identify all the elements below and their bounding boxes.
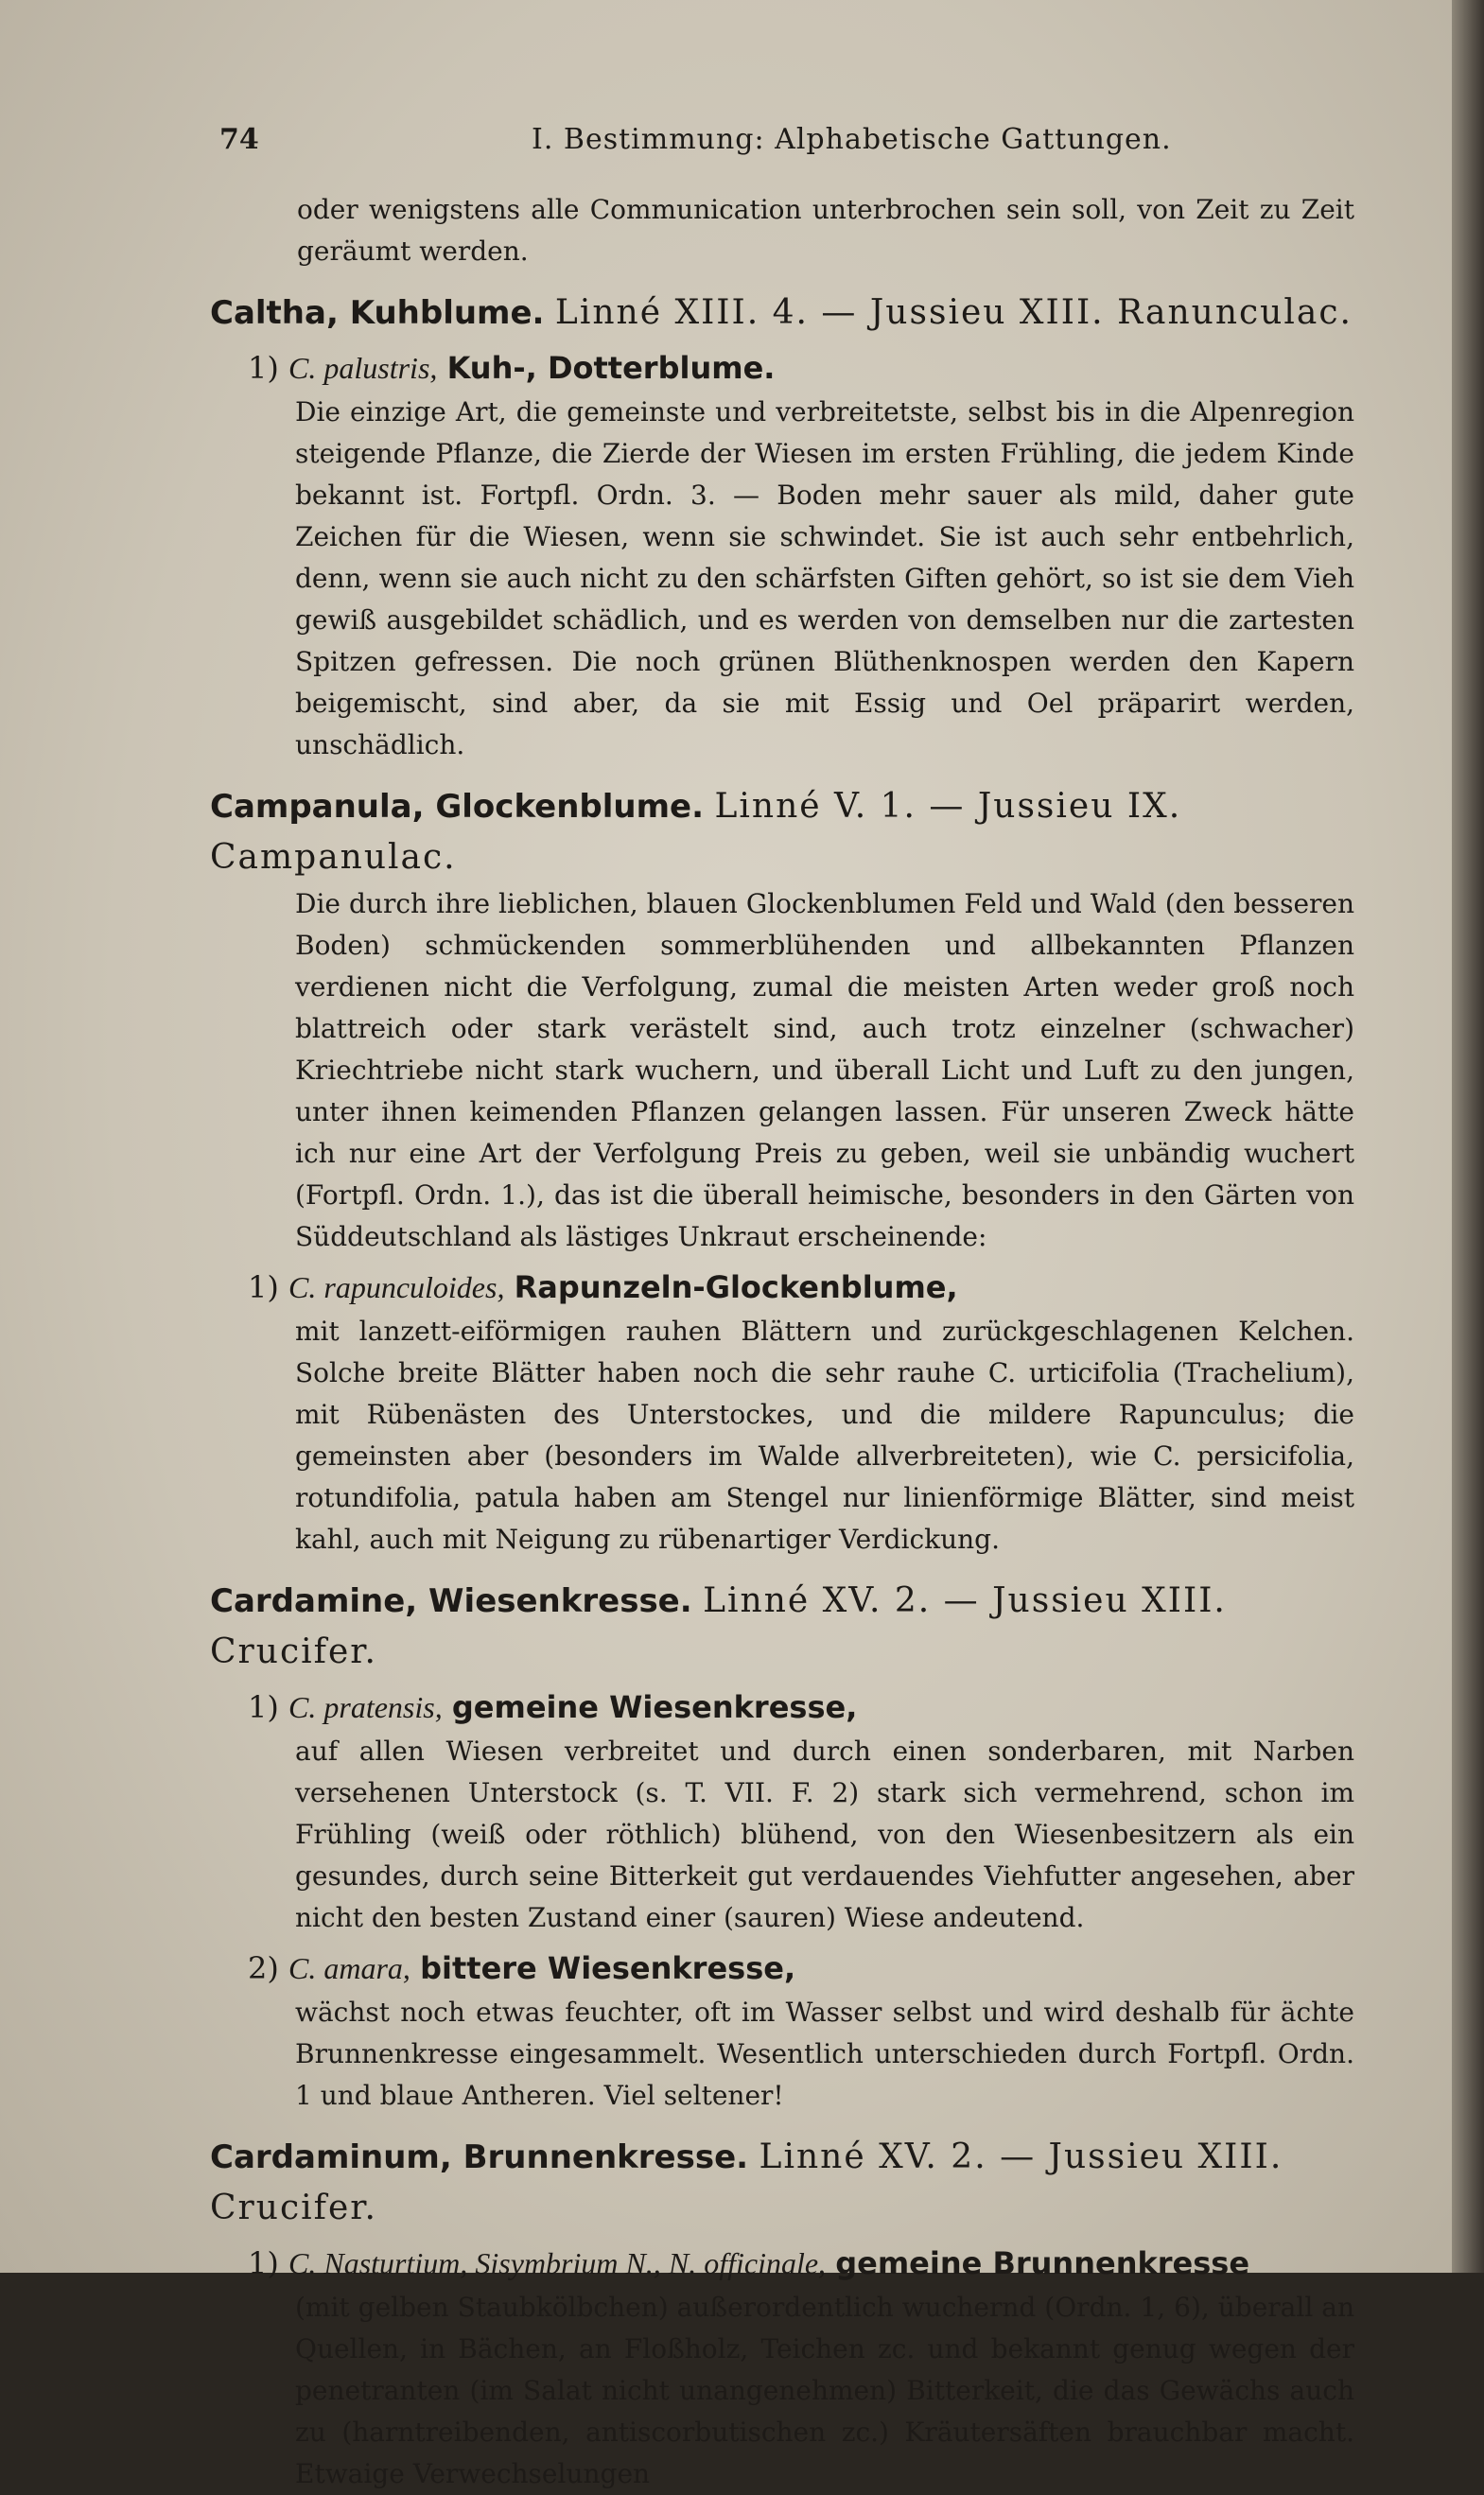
genus-entry-cardaminum bbox=[210, 2132, 1354, 2234]
genus-name: Campanula, Glockenblume. bbox=[210, 788, 705, 826]
species-common: gemeine Wiesenkresse, bbox=[451, 1689, 858, 1725]
running-title: I. Bestimmung: Alphabetische Gattungen. bbox=[532, 123, 1172, 156]
species-number: 1) bbox=[248, 350, 279, 386]
species-description: wächst noch etwas feuchter, oft im Wasser selbst und wird deshalb für ächte Brunnenkresse eingesammelt. Wesentlich unterschieden durch Fortpfl. Ordn. 1 und blaue Antheren. Viel seltener! bbox=[295, 1997, 1354, 2111]
species-heading bbox=[210, 2240, 1354, 2287]
species-description: Die einzige Art, die gemeinste und verbreitetste, selbst bis in die Alpenregion steigende Pflanze, die Zierde der Wiesen im ersten Frühling, die jedem Kinde bekannt ist. Fortpfl. Ordn. 3. — Boden mehr sauer als mild, daher gute Zeichen für die Wiesen, wenn sie schwindet. Sie ist auch sehr entbehrlich, denn, wenn sie auch nicht zu den schärfsten Giften gehört, so ist sie dem Vieh gewiß ausgebildet schädlich, und es werden von demselben nur die zartesten Spitzen gefressen. Die noch grünen Blüthenknospen werden den Kapern beigemischt, sind aber, da sie mit Essig und Oel präparirt werden, unschädlich. bbox=[295, 396, 1354, 760]
genus-classification: Linné V. 1. — Jussieu IX. Campanulac. bbox=[210, 787, 1182, 877]
species-common: gemeine Brunnenkresse bbox=[835, 2245, 1250, 2281]
genus-classification: Linné XIII. 4. — Jussieu XIII. Ranunculac. bbox=[554, 293, 1353, 332]
species-heading bbox=[210, 344, 1354, 392]
species-latin: C. amara, bbox=[288, 1951, 410, 1985]
page-number: 74 bbox=[219, 123, 259, 156]
genus-name: Cardaminum, Brunnenkresse. bbox=[210, 2138, 749, 2176]
species-number: 1) bbox=[248, 1689, 279, 1725]
species-description: (mit gelben Staubkölbchen) außerordentlich wuchernd (Ordn. 1, 6), überall an Quellen, in Bächen, an Floßholz, Teichen zc. und bekannt genug wegen der penetranten (im Salat nicht unangenehmen) Bitterkeit, die das Gewächs auch zu (harntreibenden, antiscorbutischen zc.) Kräutersäften brauchbar macht. Etwaige Verwechselungen bbox=[295, 2292, 1354, 2489]
genus-classification: Linné XV. 2. — Jussieu XIII. Crucifer. bbox=[210, 1581, 1227, 1671]
genus-name: Cardamine, Wiesenkresse. bbox=[210, 1582, 692, 1620]
genus-classification: Linné XV. 2. — Jussieu XIII. Crucifer. bbox=[210, 2137, 1283, 2227]
genus-name: Caltha, Kuhblume. bbox=[210, 294, 545, 332]
species-latin: C. rapunculoides, bbox=[288, 1270, 505, 1304]
species-description: auf allen Wiesen verbreitet und durch einen sonderbaren, mit Narben versehenen Unterstock (s. T. VII. F. 2) stark sich vermehrend, schon im Frühling (weiß oder röthlich) blühend, von den Wiesenbesitzern als ein gesundes, durch seine Bitterkeit gut verdauendes Viehfutter angesehen, aber nicht den besten Zustand einer (sauren) Wiese andeutend. bbox=[295, 1736, 1354, 1933]
genus-entry-caltha bbox=[210, 288, 1354, 339]
species-heading bbox=[210, 1684, 1354, 1731]
species-description: mit lanzett-eiförmigen rauhen Blättern und zurückgeschlagenen Kelchen. Solche breite Blätter haben noch die sehr rauhe C. urticifolia (Trachelium), mit Rübenästen des Unterstockes, und die mildere Rapunculus; die gemeinsten aber (besonders im Walde allverbreiteten), wie C. persicifolia, rotundifolia, patula haben am Stengel nur linienförmige Blätter, sind meist kahl, auch mit Neigung zu rübenartiger Verdickung. bbox=[295, 1316, 1354, 1555]
species-heading bbox=[210, 1264, 1354, 1311]
species-number: 1) bbox=[248, 2245, 279, 2281]
continuation-text: oder wenigstens alle Communication unterbrochen sein soll, von Zeit zu Zeit geräumt werden. bbox=[297, 194, 1354, 267]
species-common: Rapunzeln-Glockenblume, bbox=[514, 1269, 958, 1305]
species-heading bbox=[210, 1945, 1354, 1992]
genus-entry-cardamine bbox=[210, 1576, 1354, 1678]
species-latin: C. palustris, bbox=[288, 351, 438, 385]
page-edge-shadow bbox=[1452, 0, 1484, 2273]
species-number: 2) bbox=[248, 1950, 279, 1986]
page-body bbox=[210, 189, 1354, 2495]
species-latin: C. Nasturtium, Sisymbrium N., N. officinale, bbox=[288, 2246, 827, 2280]
species-number: 1) bbox=[248, 1269, 279, 1305]
genus-entry-campanula bbox=[210, 781, 1354, 883]
genus-intro: Die durch ihre lieblichen, blauen Glockenblumen Feld und Wald (den besseren Boden) schmückenden sommerblühenden und allbekannten Pflanzen verdienen nicht die Verfolgung, zumal die meisten Arten weder groß noch blattreich oder stark verästelt sind, auch trotz einzelner (schwacher) Kriechtriebe nicht stark wuchern, und überall Licht und Luft zu den jungen, unter ihnen keimenden Pflanzen gelangen lassen. Für unseren Zweck hätte ich nur eine Art der Verfolgung Preis zu geben, weil sie unbändig wuchert (Fortpfl. Ordn. 1.), das ist die überall heimische, besonders in den Gärten von Süddeutschland als lästiges Unkraut erscheinende: bbox=[295, 888, 1354, 1252]
species-common: Kuh-, Dotterblume. bbox=[446, 350, 776, 386]
species-common: bittere Wiesenkresse, bbox=[420, 1950, 796, 1986]
page-header bbox=[219, 123, 1345, 170]
species-latin: C. pratensis, bbox=[288, 1690, 443, 1724]
